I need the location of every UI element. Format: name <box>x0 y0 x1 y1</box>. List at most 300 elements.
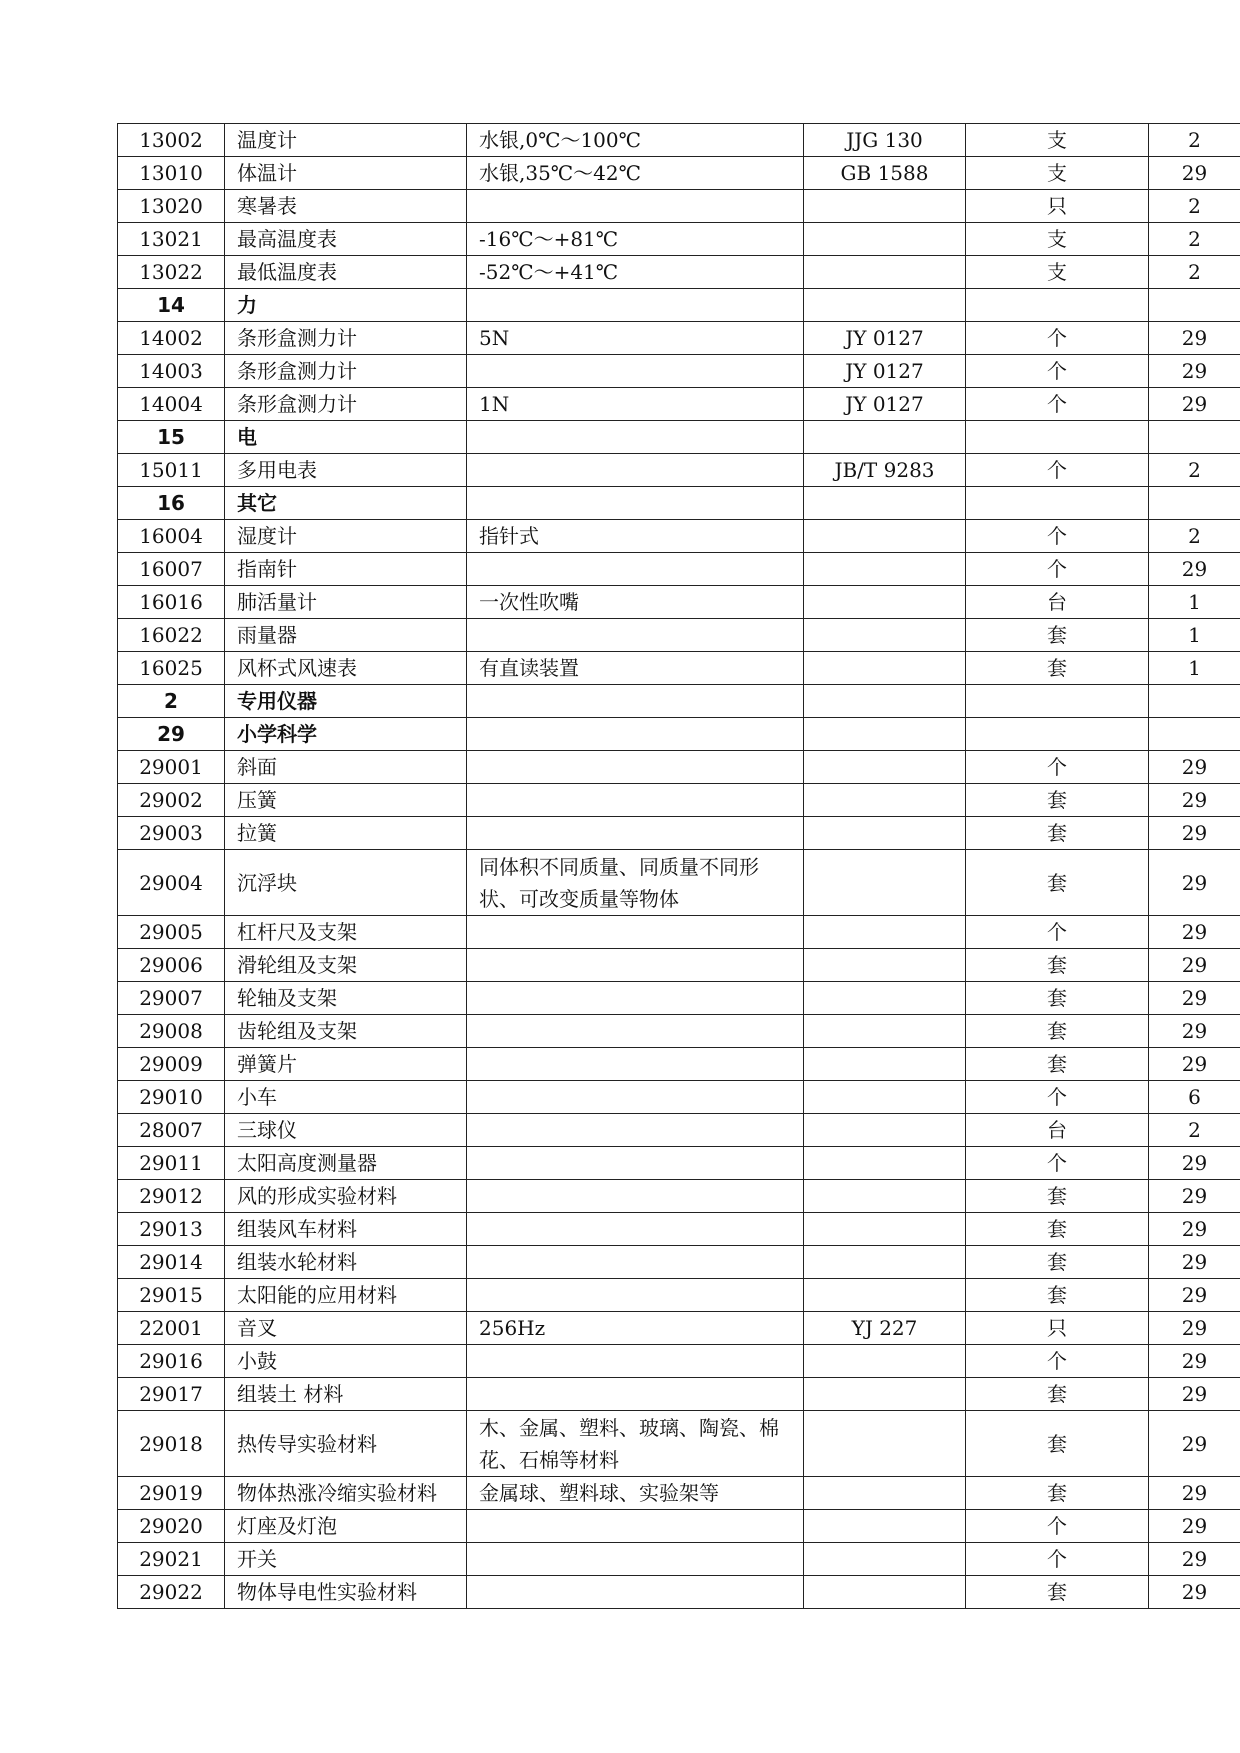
item-standard-cell: JY 0127 <box>804 322 966 355</box>
item-code-cell: 2 <box>118 685 225 718</box>
item-standard-cell <box>804 1477 966 1510</box>
table-row <box>118 190 1240 223</box>
item-spec-cell <box>467 718 804 751</box>
item-quantity-cell: 29 <box>1149 1510 1240 1543</box>
item-quantity-cell: 2 <box>1149 520 1240 553</box>
table-row <box>118 1477 1240 1510</box>
item-quantity-cell <box>1149 289 1240 322</box>
item-standard-cell <box>804 190 966 223</box>
item-standard-cell <box>804 1378 966 1411</box>
item-code-cell: 13022 <box>118 256 225 289</box>
item-standard-cell <box>804 1279 966 1312</box>
item-code-cell: 29007 <box>118 982 225 1015</box>
item-spec-cell <box>467 751 804 784</box>
item-standard-cell: GB 1588 <box>804 157 966 190</box>
table-row <box>118 1345 1240 1378</box>
item-quantity-cell: 29 <box>1149 1312 1240 1345</box>
item-spec-cell <box>467 817 804 850</box>
item-quantity-cell: 29 <box>1149 850 1240 916</box>
item-name-cell: 专用仪器 <box>225 685 467 718</box>
item-spec-cell <box>467 916 804 949</box>
item-standard-cell <box>804 1345 966 1378</box>
table-row <box>118 817 1240 850</box>
item-code-cell: 29005 <box>118 916 225 949</box>
category-row <box>118 685 1240 718</box>
item-standard-cell: JJG 130 <box>804 124 966 157</box>
table-row <box>118 1114 1240 1147</box>
item-code-cell: 29015 <box>118 1279 225 1312</box>
item-standard-cell <box>804 685 966 718</box>
item-spec-cell <box>467 454 804 487</box>
item-name-cell: 太阳高度测量器 <box>225 1147 467 1180</box>
item-quantity-cell: 1 <box>1149 586 1240 619</box>
item-code-cell: 29019 <box>118 1477 225 1510</box>
item-spec-cell: 同体积不同质量、同质量不同形状、可改变质量等物体 <box>467 850 804 916</box>
item-standard-cell <box>804 256 966 289</box>
item-standard-cell <box>804 1015 966 1048</box>
item-code-cell: 29014 <box>118 1246 225 1279</box>
item-code-cell: 16022 <box>118 619 225 652</box>
item-name-cell: 杠杆尺及支架 <box>225 916 467 949</box>
item-quantity-cell: 29 <box>1149 1543 1240 1576</box>
table-row <box>118 1048 1240 1081</box>
item-standard-cell <box>804 1246 966 1279</box>
item-quantity-cell: 1 <box>1149 652 1240 685</box>
item-code-cell: 16 <box>118 487 225 520</box>
item-spec-cell: -52℃～+41℃ <box>467 256 804 289</box>
item-standard-cell <box>804 751 966 784</box>
category-row <box>118 487 1240 520</box>
item-standard-cell <box>804 982 966 1015</box>
item-name-cell: 力 <box>225 289 467 322</box>
item-spec-cell: 256Hz <box>467 1312 804 1345</box>
item-unit-cell: 套 <box>966 949 1149 982</box>
item-unit-cell: 套 <box>966 1213 1149 1246</box>
item-standard-cell <box>804 1543 966 1576</box>
item-spec-cell <box>467 190 804 223</box>
item-unit-cell: 个 <box>966 1543 1149 1576</box>
item-spec-cell: 1N <box>467 388 804 421</box>
item-name-cell: 沉浮块 <box>225 850 467 916</box>
item-unit-cell: 个 <box>966 1345 1149 1378</box>
item-code-cell: 29008 <box>118 1015 225 1048</box>
item-code-cell: 29002 <box>118 784 225 817</box>
item-unit-cell: 支 <box>966 223 1149 256</box>
item-spec-cell <box>467 784 804 817</box>
item-quantity-cell: 29 <box>1149 388 1240 421</box>
item-standard-cell <box>804 1213 966 1246</box>
item-code-cell: 29017 <box>118 1378 225 1411</box>
item-standard-cell <box>804 1147 966 1180</box>
item-code-cell: 13020 <box>118 190 225 223</box>
item-name-cell: 拉簧 <box>225 817 467 850</box>
item-name-cell: 物体导电性实验材料 <box>225 1576 467 1609</box>
item-code-cell: 29018 <box>118 1411 225 1477</box>
category-row <box>118 718 1240 751</box>
table-row <box>118 520 1240 553</box>
item-unit-cell: 个 <box>966 322 1149 355</box>
item-unit-cell <box>966 718 1149 751</box>
item-spec-cell <box>467 1213 804 1246</box>
item-unit-cell: 套 <box>966 1279 1149 1312</box>
item-unit-cell: 套 <box>966 652 1149 685</box>
item-code-cell: 29006 <box>118 949 225 982</box>
item-unit-cell: 个 <box>966 355 1149 388</box>
item-spec-cell: 指针式 <box>467 520 804 553</box>
item-standard-cell <box>804 916 966 949</box>
item-code-cell: 29012 <box>118 1180 225 1213</box>
table-row <box>118 1312 1240 1345</box>
item-spec-cell <box>467 487 804 520</box>
item-standard-cell <box>804 652 966 685</box>
item-spec-cell: 水银,35℃～42℃ <box>467 157 804 190</box>
item-code-cell: 29021 <box>118 1543 225 1576</box>
item-quantity-cell: 29 <box>1149 1015 1240 1048</box>
item-quantity-cell: 29 <box>1149 1345 1240 1378</box>
item-name-cell: 开关 <box>225 1543 467 1576</box>
table-row <box>118 1147 1240 1180</box>
item-spec-cell <box>467 685 804 718</box>
item-quantity-cell: 2 <box>1149 1114 1240 1147</box>
item-unit-cell: 套 <box>966 817 1149 850</box>
item-unit-cell: 个 <box>966 1510 1149 1543</box>
item-quantity-cell: 29 <box>1149 751 1240 784</box>
table-row <box>118 1081 1240 1114</box>
item-unit-cell: 套 <box>966 1180 1149 1213</box>
item-standard-cell <box>804 553 966 586</box>
item-name-cell: 最高温度表 <box>225 223 467 256</box>
item-code-cell: 14004 <box>118 388 225 421</box>
item-unit-cell: 台 <box>966 1114 1149 1147</box>
item-quantity-cell: 2 <box>1149 454 1240 487</box>
item-name-cell: 滑轮组及支架 <box>225 949 467 982</box>
item-spec-cell: 5N <box>467 322 804 355</box>
item-name-cell: 条形盒测力计 <box>225 388 467 421</box>
item-name-cell: 最低温度表 <box>225 256 467 289</box>
item-standard-cell <box>804 289 966 322</box>
item-quantity-cell: 29 <box>1149 1411 1240 1477</box>
item-spec-cell <box>467 421 804 454</box>
item-standard-cell <box>804 487 966 520</box>
item-spec-cell: 金属球、塑料球、实验架等 <box>467 1477 804 1510</box>
item-name-cell: 物体热涨冷缩实验材料 <box>225 1477 467 1510</box>
item-quantity-cell: 1 <box>1149 619 1240 652</box>
item-standard-cell <box>804 850 966 916</box>
item-code-cell: 29011 <box>118 1147 225 1180</box>
item-spec-cell <box>467 1114 804 1147</box>
item-unit-cell: 套 <box>966 784 1149 817</box>
item-quantity-cell: 29 <box>1149 1213 1240 1246</box>
item-code-cell: 16025 <box>118 652 225 685</box>
item-code-cell: 14002 <box>118 322 225 355</box>
item-unit-cell: 个 <box>966 1081 1149 1114</box>
item-code-cell: 29009 <box>118 1048 225 1081</box>
item-quantity-cell: 29 <box>1149 784 1240 817</box>
item-code-cell: 29004 <box>118 850 225 916</box>
item-unit-cell: 套 <box>966 1411 1149 1477</box>
item-name-cell: 小学科学 <box>225 718 467 751</box>
item-name-cell: 雨量器 <box>225 619 467 652</box>
item-quantity-cell: 2 <box>1149 223 1240 256</box>
item-code-cell: 29016 <box>118 1345 225 1378</box>
item-spec-cell <box>467 1246 804 1279</box>
item-standard-cell <box>804 223 966 256</box>
item-name-cell: 灯座及灯泡 <box>225 1510 467 1543</box>
item-quantity-cell: 2 <box>1149 124 1240 157</box>
item-code-cell: 29010 <box>118 1081 225 1114</box>
table-row <box>118 322 1240 355</box>
item-spec-cell <box>467 1180 804 1213</box>
item-code-cell: 14003 <box>118 355 225 388</box>
item-standard-cell <box>804 784 966 817</box>
item-unit-cell <box>966 685 1149 718</box>
item-quantity-cell: 29 <box>1149 1378 1240 1411</box>
item-unit-cell: 个 <box>966 454 1149 487</box>
equipment-table <box>117 123 1240 1609</box>
item-unit-cell: 套 <box>966 1576 1149 1609</box>
item-name-cell: 弹簧片 <box>225 1048 467 1081</box>
item-code-cell: 14 <box>118 289 225 322</box>
item-quantity-cell: 29 <box>1149 1279 1240 1312</box>
item-code-cell: 29 <box>118 718 225 751</box>
item-spec-cell <box>467 982 804 1015</box>
table-row <box>118 355 1240 388</box>
item-code-cell: 13010 <box>118 157 225 190</box>
item-code-cell: 13021 <box>118 223 225 256</box>
item-spec-cell: 有直读装置 <box>467 652 804 685</box>
table-row <box>118 1576 1240 1609</box>
table-row <box>118 223 1240 256</box>
table-row <box>118 619 1240 652</box>
item-unit-cell <box>966 289 1149 322</box>
item-quantity-cell: 2 <box>1149 256 1240 289</box>
item-quantity-cell: 29 <box>1149 1147 1240 1180</box>
item-code-cell: 15 <box>118 421 225 454</box>
table-row <box>118 949 1240 982</box>
item-unit-cell: 台 <box>966 586 1149 619</box>
item-name-cell: 寒暑表 <box>225 190 467 223</box>
item-quantity-cell: 29 <box>1149 553 1240 586</box>
item-unit-cell: 套 <box>966 1015 1149 1048</box>
item-name-cell: 太阳能的应用材料 <box>225 1279 467 1312</box>
item-spec-cell <box>467 1279 804 1312</box>
item-name-cell: 条形盒测力计 <box>225 355 467 388</box>
item-name-cell: 其它 <box>225 487 467 520</box>
item-quantity-cell: 29 <box>1149 916 1240 949</box>
item-standard-cell <box>804 1510 966 1543</box>
item-unit-cell <box>966 487 1149 520</box>
item-code-cell: 29020 <box>118 1510 225 1543</box>
item-spec-cell <box>467 1510 804 1543</box>
item-quantity-cell: 29 <box>1149 817 1240 850</box>
item-quantity-cell <box>1149 718 1240 751</box>
table-row <box>118 256 1240 289</box>
table-row <box>118 586 1240 619</box>
table-row <box>118 1246 1240 1279</box>
item-quantity-cell: 29 <box>1149 322 1240 355</box>
item-code-cell: 15011 <box>118 454 225 487</box>
item-standard-cell <box>804 421 966 454</box>
item-spec-cell: -16℃～+81℃ <box>467 223 804 256</box>
table-row <box>118 124 1240 157</box>
item-unit-cell: 个 <box>966 751 1149 784</box>
item-standard-cell <box>804 586 966 619</box>
item-spec-cell <box>467 1015 804 1048</box>
item-spec-cell: 水银,0℃～100℃ <box>467 124 804 157</box>
item-standard-cell <box>804 1180 966 1213</box>
table-row <box>118 982 1240 1015</box>
item-name-cell: 小鼓 <box>225 1345 467 1378</box>
item-name-cell: 斜面 <box>225 751 467 784</box>
item-code-cell: 29003 <box>118 817 225 850</box>
table-row <box>118 784 1240 817</box>
item-spec-cell <box>467 1543 804 1576</box>
item-standard-cell <box>804 718 966 751</box>
table-row <box>118 1543 1240 1576</box>
item-name-cell: 组装水轮材料 <box>225 1246 467 1279</box>
item-unit-cell: 个 <box>966 553 1149 586</box>
table-row <box>118 850 1240 916</box>
table-row <box>118 916 1240 949</box>
table-row <box>118 388 1240 421</box>
category-row <box>118 289 1240 322</box>
item-name-cell: 音叉 <box>225 1312 467 1345</box>
item-standard-cell: JB/T 9283 <box>804 454 966 487</box>
table-row <box>118 454 1240 487</box>
item-name-cell: 风的形成实验材料 <box>225 1180 467 1213</box>
item-standard-cell <box>804 619 966 652</box>
item-code-cell: 13002 <box>118 124 225 157</box>
item-spec-cell <box>467 1378 804 1411</box>
item-quantity-cell: 29 <box>1149 1180 1240 1213</box>
item-spec-cell: 木、金属、塑料、玻璃、陶瓷、棉花、石棉等材料 <box>467 1411 804 1477</box>
item-standard-cell <box>804 520 966 553</box>
item-name-cell: 组装风车材料 <box>225 1213 467 1246</box>
table-row <box>118 1411 1240 1477</box>
item-quantity-cell <box>1149 421 1240 454</box>
item-standard-cell <box>804 949 966 982</box>
item-standard-cell: YJ 227 <box>804 1312 966 1345</box>
item-unit-cell: 只 <box>966 190 1149 223</box>
table-row <box>118 1378 1240 1411</box>
item-code-cell: 29022 <box>118 1576 225 1609</box>
item-spec-cell <box>467 355 804 388</box>
table-row <box>118 1213 1240 1246</box>
item-code-cell: 16004 <box>118 520 225 553</box>
item-code-cell: 16016 <box>118 586 225 619</box>
item-quantity-cell: 29 <box>1149 355 1240 388</box>
item-spec-cell <box>467 1081 804 1114</box>
item-standard-cell: JY 0127 <box>804 355 966 388</box>
item-standard-cell <box>804 1048 966 1081</box>
item-spec-cell <box>467 1048 804 1081</box>
table-row <box>118 157 1240 190</box>
item-spec-cell <box>467 553 804 586</box>
item-name-cell: 体温计 <box>225 157 467 190</box>
item-spec-cell: 一次性吹嘴 <box>467 586 804 619</box>
item-code-cell: 16007 <box>118 553 225 586</box>
item-name-cell: 三球仪 <box>225 1114 467 1147</box>
item-code-cell: 22001 <box>118 1312 225 1345</box>
item-quantity-cell: 6 <box>1149 1081 1240 1114</box>
item-unit-cell: 支 <box>966 124 1149 157</box>
item-quantity-cell: 29 <box>1149 949 1240 982</box>
item-quantity-cell: 29 <box>1149 1576 1240 1609</box>
item-name-cell: 小车 <box>225 1081 467 1114</box>
document-page <box>117 123 1240 1609</box>
item-standard-cell <box>804 1114 966 1147</box>
item-unit-cell: 套 <box>966 619 1149 652</box>
item-spec-cell <box>467 619 804 652</box>
item-unit-cell: 套 <box>966 1048 1149 1081</box>
table-row <box>118 553 1240 586</box>
item-name-cell: 风杯式风速表 <box>225 652 467 685</box>
item-spec-cell <box>467 1345 804 1378</box>
item-standard-cell <box>804 1081 966 1114</box>
item-quantity-cell: 29 <box>1149 1246 1240 1279</box>
item-quantity-cell: 29 <box>1149 1477 1240 1510</box>
table-row <box>118 1015 1240 1048</box>
item-quantity-cell: 29 <box>1149 157 1240 190</box>
item-unit-cell: 套 <box>966 1477 1149 1510</box>
item-name-cell: 湿度计 <box>225 520 467 553</box>
item-unit-cell: 支 <box>966 157 1149 190</box>
item-unit-cell: 套 <box>966 982 1149 1015</box>
item-unit-cell: 个 <box>966 916 1149 949</box>
item-code-cell: 29001 <box>118 751 225 784</box>
item-name-cell: 热传导实验材料 <box>225 1411 467 1477</box>
item-quantity-cell: 29 <box>1149 982 1240 1015</box>
item-standard-cell <box>804 1411 966 1477</box>
table-row <box>118 652 1240 685</box>
item-unit-cell: 个 <box>966 388 1149 421</box>
item-unit-cell <box>966 421 1149 454</box>
item-code-cell: 29013 <box>118 1213 225 1246</box>
item-spec-cell <box>467 289 804 322</box>
table-row <box>118 1180 1240 1213</box>
item-spec-cell <box>467 1576 804 1609</box>
item-name-cell: 温度计 <box>225 124 467 157</box>
item-name-cell: 条形盒测力计 <box>225 322 467 355</box>
item-name-cell: 压簧 <box>225 784 467 817</box>
item-name-cell: 多用电表 <box>225 454 467 487</box>
item-name-cell: 轮轴及支架 <box>225 982 467 1015</box>
item-unit-cell: 个 <box>966 1147 1149 1180</box>
item-quantity-cell: 2 <box>1149 190 1240 223</box>
table-body <box>118 124 1240 1609</box>
item-quantity-cell <box>1149 487 1240 520</box>
item-unit-cell: 个 <box>966 520 1149 553</box>
item-unit-cell: 套 <box>966 850 1149 916</box>
item-name-cell: 组装土 材料 <box>225 1378 467 1411</box>
table-row <box>118 751 1240 784</box>
category-row <box>118 421 1240 454</box>
table-row <box>118 1279 1240 1312</box>
item-standard-cell <box>804 1576 966 1609</box>
item-name-cell: 电 <box>225 421 467 454</box>
item-unit-cell: 套 <box>966 1246 1149 1279</box>
table-row <box>118 1510 1240 1543</box>
item-code-cell: 28007 <box>118 1114 225 1147</box>
item-standard-cell <box>804 817 966 850</box>
item-unit-cell: 只 <box>966 1312 1149 1345</box>
item-name-cell: 肺活量计 <box>225 586 467 619</box>
item-standard-cell: JY 0127 <box>804 388 966 421</box>
item-unit-cell: 套 <box>966 1378 1149 1411</box>
item-spec-cell <box>467 949 804 982</box>
item-spec-cell <box>467 1147 804 1180</box>
item-quantity-cell: 29 <box>1149 1048 1240 1081</box>
